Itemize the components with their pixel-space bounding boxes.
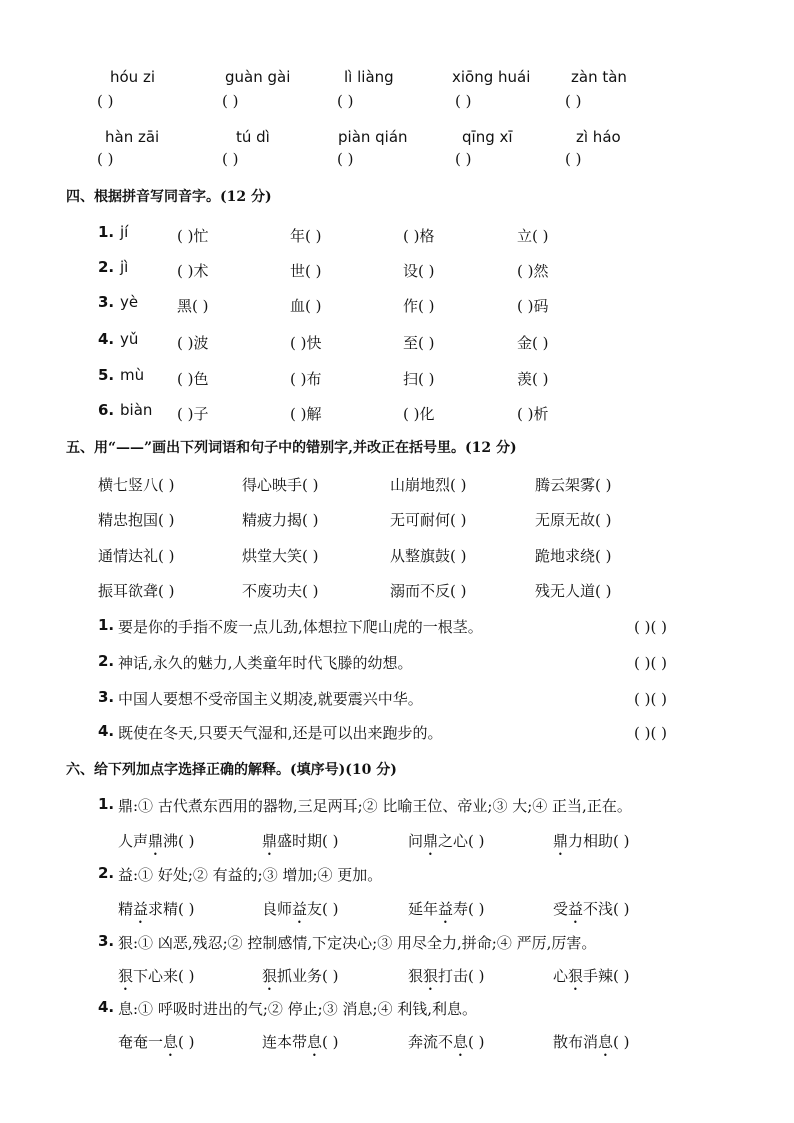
sentence-text: 中国人要想不受帝国主义期凌,就要震兴中华。 (118, 690, 423, 708)
group-number: 4. (98, 998, 115, 1016)
fill-cell: ( )子 (177, 405, 209, 423)
word-cell: 通情达礼( ) (98, 547, 175, 565)
dotted-word: 精益求精( ) (118, 900, 195, 918)
word-cell: 精疲力揭( ) (242, 511, 319, 529)
pinyin-text: lì liàng (344, 68, 394, 86)
fill-cell: ( )格 (403, 227, 435, 245)
dotted-word: 心狠手辣( ) (553, 967, 630, 985)
fill-cell: ( )波 (177, 334, 209, 352)
word-cell: 从整旗鼓( ) (390, 547, 467, 565)
word-cell: 溺而不反( ) (390, 582, 467, 600)
definition-text: 益:① 好处;② 有益的;③ 增加;④ 更加。 (118, 866, 383, 884)
answer-parens: ( ) (565, 92, 582, 110)
fill-cell: 立( ) (517, 227, 549, 245)
section-heading: 六、给下列加点字选择正确的解释。(填序号)(10 分) (66, 762, 397, 778)
fill-cell: ( )化 (403, 405, 435, 423)
word-cell: 精忠抱国( ) (98, 511, 175, 529)
dotted-word: 延年益寿( ) (408, 900, 485, 918)
pinyin-text: biàn (120, 401, 153, 419)
answer-parens: ( )( ) (634, 690, 667, 708)
answer-parens: ( ) (565, 150, 582, 168)
fill-cell: ( )解 (290, 405, 322, 423)
fill-cell: 羡( ) (517, 370, 549, 388)
fill-cell: ( )术 (177, 262, 209, 280)
sentence-text: 既使在冬天,只要天气湿和,还是可以出来跑步的。 (118, 724, 443, 742)
pinyin-text: tú dì (236, 128, 270, 146)
word-cell: 残无人道( ) (535, 582, 612, 600)
word-cell: 无原无故( ) (535, 511, 612, 529)
dotted-word: 良师益友( ) (262, 900, 339, 918)
group-number: 3. (98, 932, 115, 950)
answer-parens: ( ) (455, 92, 472, 110)
item-number: 2. (98, 258, 115, 276)
fill-cell: 扫( ) (403, 370, 435, 388)
dotted-word: 鼎力相助( ) (553, 832, 630, 850)
answer-parens: ( ) (97, 92, 114, 110)
pinyin-text: jì (120, 258, 129, 276)
item-number: 4. (98, 330, 115, 348)
fill-cell: ( )快 (290, 334, 322, 352)
fill-cell: 年( ) (290, 227, 322, 245)
answer-parens: ( ) (222, 92, 239, 110)
word-cell: 得心映手( ) (242, 476, 319, 494)
pinyin-text: zì háo (576, 128, 621, 146)
dotted-word: 鼎盛时期( ) (262, 832, 339, 850)
pinyin-text: piàn qián (338, 128, 408, 146)
group-number: 2. (98, 864, 115, 882)
word-cell: 不废功夫( ) (242, 582, 319, 600)
word-cell: 烘堂大笑( ) (242, 547, 319, 565)
word-cell: 无可耐何( ) (390, 511, 467, 529)
item-number: 1. (98, 223, 115, 241)
pinyin-text: mù (120, 366, 145, 384)
definition-text: 息:① 呼吸时进出的气;② 停止;③ 消息;④ 利钱,利息。 (118, 1000, 478, 1018)
fill-cell: 黑( ) (177, 297, 209, 315)
fill-cell: 至( ) (403, 334, 435, 352)
fill-cell: ( )然 (517, 262, 549, 280)
answer-parens: ( ) (455, 150, 472, 168)
fill-cell: ( )码 (517, 297, 549, 315)
sentence-number: 4. (98, 722, 115, 740)
item-number: 6. (98, 401, 115, 419)
pinyin-text: zàn tàn (571, 68, 627, 86)
word-cell: 振耳欲聋( ) (98, 582, 175, 600)
pinyin-text: qīng xī (462, 128, 513, 146)
answer-parens: ( ) (222, 150, 239, 168)
dotted-word: 受益不浅( ) (553, 900, 630, 918)
pinyin-text: yè (120, 293, 139, 311)
fill-cell: 作( ) (403, 297, 435, 315)
pinyin-text: guàn gài (225, 68, 291, 86)
section-heading: 五、用“——”画出下列词语和句子中的错别字,并改正在括号里。(12 分) (66, 440, 517, 456)
dotted-word: 连本带息( ) (262, 1033, 339, 1051)
pinyin-text: jí (120, 223, 129, 241)
definition-text: 狠:① 凶恶,残忍;② 控制感情,下定决心;③ 用尽全力,拼命;④ 严厉,厉害。 (118, 934, 597, 952)
fill-cell: 世( ) (290, 262, 322, 280)
fill-cell: ( )析 (517, 405, 549, 423)
answer-parens: ( ) (97, 150, 114, 168)
dotted-word: 人声鼎沸( ) (118, 832, 195, 850)
dotted-word: 散布消息( ) (553, 1033, 630, 1051)
dotted-word: 奄奄一息( ) (118, 1033, 195, 1051)
dotted-word: 狠抓业务( ) (262, 967, 339, 985)
fill-cell: ( )色 (177, 370, 209, 388)
dotted-word: 狠狠打击( ) (408, 967, 485, 985)
sentence-number: 2. (98, 652, 115, 670)
fill-cell: ( )忙 (177, 227, 209, 245)
section-heading: 四、根据拼音写同音字。(12 分) (66, 189, 272, 205)
pinyin-text: hàn zāi (105, 128, 160, 146)
fill-cell: 金( ) (517, 334, 549, 352)
pinyin-text: yǔ (120, 330, 139, 348)
dotted-word: 问鼎之心( ) (408, 832, 485, 850)
definition-text: 鼎:① 古代煮东西用的器物,三足两耳;② 比喻王位、帝业;③ 大;④ 正当,正在。 (118, 797, 632, 815)
answer-parens: ( )( ) (634, 618, 667, 636)
dotted-word: 奔流不息( ) (408, 1033, 485, 1051)
sentence-number: 3. (98, 688, 115, 706)
sentence-text: 神话,永久的魅力,人类童年时代飞滕的幼想。 (118, 654, 413, 672)
answer-parens: ( )( ) (634, 724, 667, 742)
item-number: 5. (98, 366, 115, 384)
dotted-word: 狠下心来( ) (118, 967, 195, 985)
pinyin-text: xiōng huái (452, 68, 531, 86)
group-number: 1. (98, 795, 115, 813)
answer-parens: ( ) (337, 150, 354, 168)
answer-parens: ( )( ) (634, 654, 667, 672)
answer-parens: ( ) (337, 92, 354, 110)
sentence-number: 1. (98, 616, 115, 634)
word-cell: 山崩地烈( ) (390, 476, 467, 494)
word-cell: 跪地求绕( ) (535, 547, 612, 565)
item-number: 3. (98, 293, 115, 311)
fill-cell: 血( ) (290, 297, 322, 315)
word-cell: 横七竖八( ) (98, 476, 175, 494)
fill-cell: 设( ) (403, 262, 435, 280)
sentence-text: 要是你的手指不废一点儿劲,体想拉下爬山虎的一根茎。 (118, 618, 483, 636)
word-cell: 腾云架雾( ) (535, 476, 612, 494)
pinyin-text: hóu zi (110, 68, 155, 86)
fill-cell: ( )布 (290, 370, 322, 388)
